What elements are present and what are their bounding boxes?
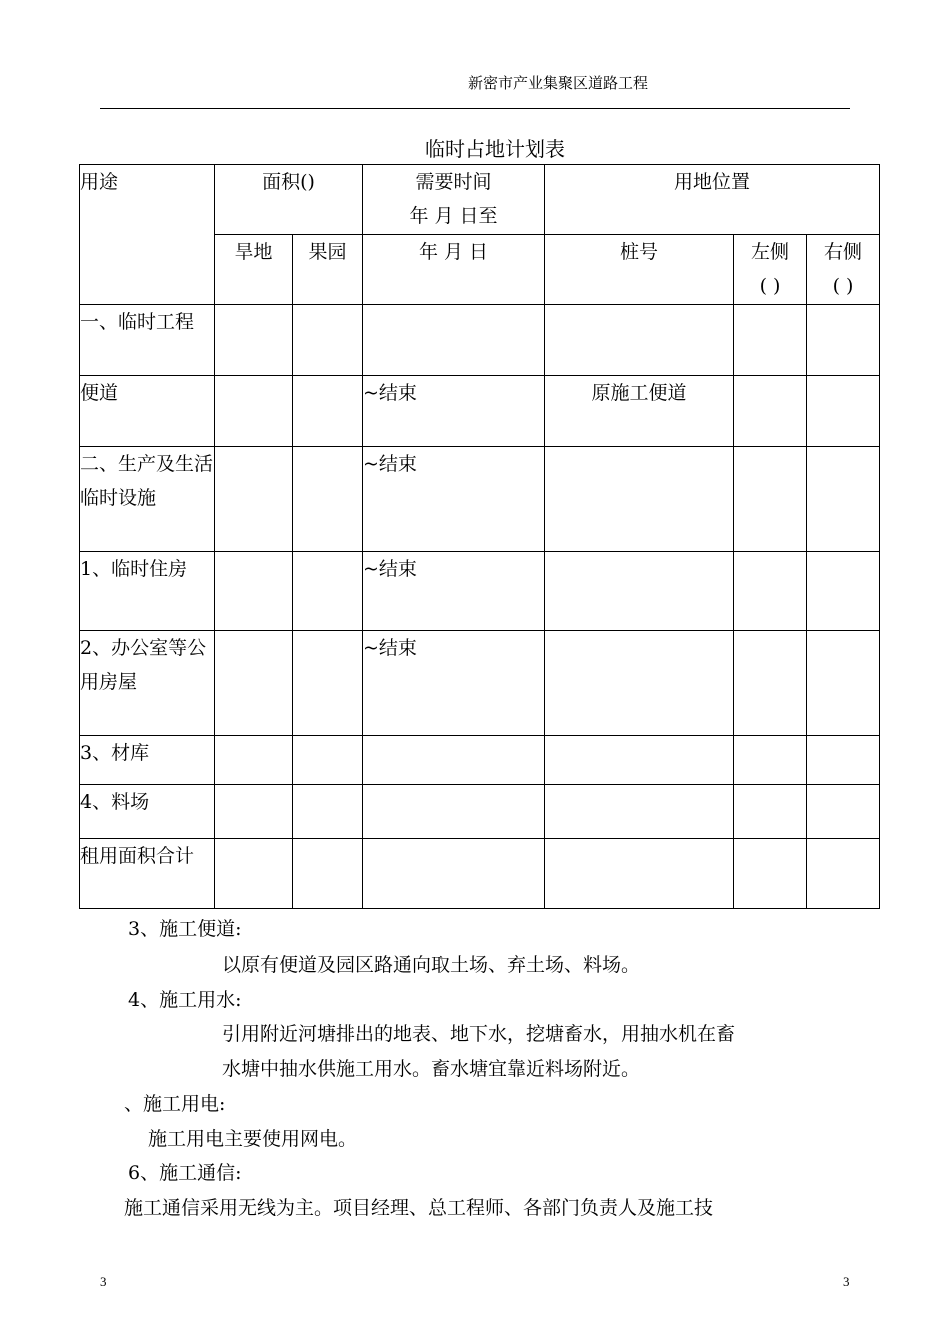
paragraph-access-road: 以原有便道及园区路通向取土场、弃土场、料场。: [222, 954, 641, 976]
row-orchard: [293, 785, 363, 839]
row-usage: 租用面积合计: [80, 839, 215, 909]
row-right: [807, 552, 880, 631]
row-stake: 原施工便道: [545, 376, 734, 447]
header-area: 面积(): [215, 165, 363, 235]
header-time-line3: 年 月 日: [363, 235, 545, 305]
row-time: [363, 736, 545, 785]
header-rule: [100, 108, 850, 109]
row-dryland: [215, 736, 293, 785]
header-right-side: [807, 235, 880, 305]
row-dryland: [215, 631, 293, 736]
document-header: 新密市产业集聚区道路工程: [468, 74, 649, 92]
header-time-line1: 需要时间: [415, 171, 492, 193]
row-stake: [545, 785, 734, 839]
row-right: [807, 839, 880, 909]
section-heading-communication: 6、施工通信:: [128, 1162, 242, 1184]
row-right: [807, 376, 880, 447]
page-number-right: 3: [843, 1274, 850, 1289]
left-side-unit: ( ): [759, 275, 781, 297]
section-heading-water: 4、施工用水:: [128, 989, 242, 1011]
row-right: [807, 447, 880, 552]
table-row: [80, 376, 880, 447]
row-orchard: [293, 305, 363, 376]
row-left: [734, 631, 807, 736]
row-left: [734, 305, 807, 376]
row-stake: [545, 447, 734, 552]
row-left: [734, 447, 807, 552]
paragraph-power: 施工用电主要使用网电。: [148, 1128, 358, 1150]
row-orchard: [293, 736, 363, 785]
table-row: [80, 447, 880, 552]
row-time: ~结束: [363, 447, 545, 552]
right-side-label: 右侧: [823, 241, 862, 263]
row-right: [807, 736, 880, 785]
row-dryland: [215, 785, 293, 839]
row-left: [734, 785, 807, 839]
row-usage: 2、办公室等公用房屋: [80, 631, 215, 736]
row-stake: [545, 631, 734, 736]
row-left: [734, 736, 807, 785]
header-time-line2: 年 月 日至: [409, 205, 498, 227]
page-number-left: 3: [100, 1274, 107, 1289]
row-dryland: [215, 552, 293, 631]
land-use-table: [79, 164, 880, 909]
row-orchard: [293, 447, 363, 552]
header-location: 用地位置: [545, 165, 880, 235]
row-usage: 二、生产及生活临时设施: [80, 447, 215, 552]
row-stake: [545, 305, 734, 376]
table-row: [80, 305, 880, 376]
row-right: [807, 785, 880, 839]
row-stake: [545, 839, 734, 909]
left-side-label: 左侧: [750, 241, 789, 263]
row-dryland: [215, 839, 293, 909]
row-stake: [545, 736, 734, 785]
row-stake: [545, 552, 734, 631]
row-orchard: [293, 376, 363, 447]
row-time: [363, 305, 545, 376]
row-time: [363, 785, 545, 839]
right-side-unit: ( ): [832, 275, 854, 297]
row-dryland: [215, 447, 293, 552]
row-orchard: [293, 552, 363, 631]
table-row: [80, 785, 880, 839]
row-left: [734, 552, 807, 631]
row-usage: 3、材库: [80, 736, 215, 785]
header-dryland: 旱地: [215, 235, 293, 305]
row-right: [807, 305, 880, 376]
row-orchard: [293, 839, 363, 909]
header-left-side: [734, 235, 807, 305]
row-usage: 1、临时住房: [80, 552, 215, 631]
row-time: ~结束: [363, 552, 545, 631]
paragraph-water-line2: 水塘中抽水供施工用水。畜水塘宜靠近料场附近。: [222, 1058, 641, 1080]
header-usage: 用途: [80, 165, 215, 305]
row-left: [734, 376, 807, 447]
table-row: [80, 631, 880, 736]
header-stake: 桩号: [545, 235, 734, 305]
row-usage: 4、料场: [80, 785, 215, 839]
row-right: [807, 631, 880, 736]
section-heading-access-road: 3、施工便道:: [128, 918, 242, 940]
row-dryland: [215, 305, 293, 376]
section-heading-power: 、施工用电:: [124, 1093, 226, 1115]
row-left: [734, 839, 807, 909]
table-row: [80, 839, 880, 909]
row-usage: 一、临时工程: [80, 305, 215, 376]
row-time: ~结束: [363, 631, 545, 736]
header-time: [363, 165, 545, 235]
paragraph-water-line1: 引用附近河塘排出的地表、地下水，挖塘畜水，用抽水机在畜: [222, 1023, 736, 1045]
paragraph-communication: 施工通信采用无线为主。项目经理、总工程师、各部门负责人及施工技: [124, 1197, 714, 1219]
table-row: [80, 736, 880, 785]
table-title: 临时占地计划表: [425, 137, 565, 161]
row-usage: 便道: [80, 376, 215, 447]
row-time: [363, 839, 545, 909]
row-time: ~结束: [363, 376, 545, 447]
header-orchard: 果园: [293, 235, 363, 305]
row-orchard: [293, 631, 363, 736]
table-row: [80, 552, 880, 631]
row-dryland: [215, 376, 293, 447]
